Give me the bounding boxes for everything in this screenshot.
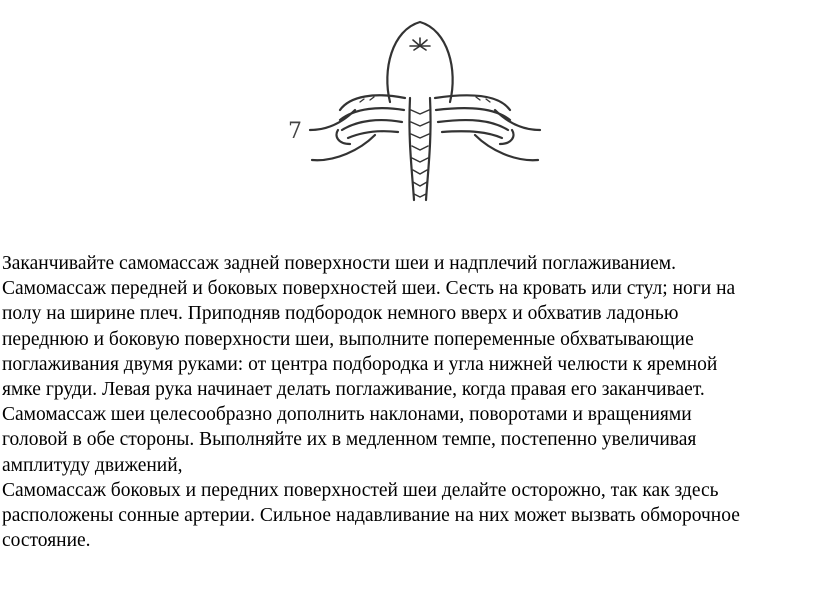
text-line: переднюю и боковую поверхности шеи, выполните попеременные обхватывающие bbox=[2, 328, 694, 350]
text-line: полу на ширине плеч. Приподняв подбородок немного вверх и обхватив ладонью bbox=[2, 303, 679, 325]
text-line: головой в обе стороны. Выполняйте их в медленном темпе, постепенно увеличивая bbox=[2, 429, 697, 451]
text-line: Самомассаж боковых и передних поверхностей шеи делайте осторожно, так как здесь bbox=[2, 479, 719, 501]
text-line: поглаживания двумя руками: от центра подбородка и угла нижней челюсти к яремной bbox=[2, 353, 718, 375]
text-line: ямке груди. Левая рука начинает делать поглаживание, когда правая его заканчивает. bbox=[2, 379, 705, 401]
text-line: состояние. bbox=[2, 530, 91, 552]
figure-number-mark: 7 bbox=[288, 119, 302, 144]
neck-massage-illustration bbox=[280, 10, 570, 210]
text-line: Самомассаж передней и боковых поверхностей шеи. Сесть на кровать или стул; ноги на bbox=[2, 278, 736, 300]
text-line: Заканчивайте самомассаж задней поверхности шеи и надплечий поглаживанием. bbox=[2, 253, 677, 274]
text-line: амплитуду движений, bbox=[2, 454, 183, 476]
article-body bbox=[2, 251, 814, 553]
text-line: Самомассаж шеи целесообразно дополнить наклонами, поворотами и вращениями bbox=[2, 404, 692, 426]
text-line: расположены сонные артерии. Сильное надавливание на них может вызвать обморочное bbox=[2, 505, 740, 527]
